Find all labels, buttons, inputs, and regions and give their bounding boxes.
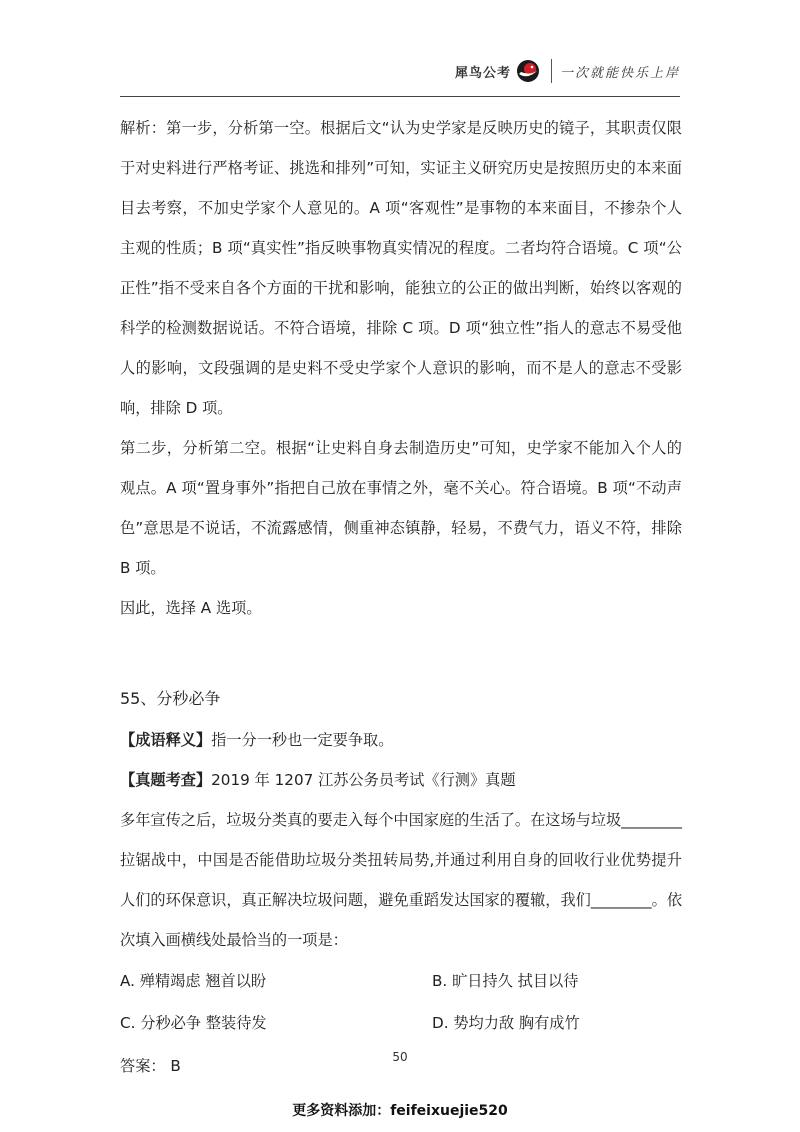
analysis-paragraph-2: 第二步，分析第二空。根据“让史料自身去制造历史”可知，史学家不能加入个人的观点。A 项“置身事外”指把自己放在事情之外，毫不关心。符合语境。B 项“不动声色”意思是不说话，不流露感情，侧重神态镇静，轻易，不费气力，语义不符，排除 B 项。 <box>120 439 682 577</box>
page-header <box>120 58 680 98</box>
header-rule <box>120 96 680 97</box>
question-stem: 多年宣传之后，垃圾分类真的要走入每个中国家庭的生活了。在这场与垃圾________拉锯战中，中国是否能借助垃圾分类扭转局势,并通过利用自身的回收行业优势提升人们的环保意识，真正解决垃圾问题，避免重蹈发达国家的覆辙，我们________。依次填入画横线处最恰当的一项是： <box>120 811 682 949</box>
meaning-text: 指一分一秒也一定要争取。 <box>211 731 394 749</box>
footer-text: 更多资料添加：feifeixuejie520 <box>292 1103 508 1119</box>
exam-tag: 【真题考查】 <box>120 771 212 789</box>
brand-divider <box>551 59 552 83</box>
brand-slogan: 一次就能快乐上岸 <box>559 65 680 81</box>
option-c: C. 分秒必争 整装待发 <box>120 1014 267 1032</box>
analysis-conclusion: 因此，选择 A 选项。 <box>120 599 262 617</box>
page-content <box>120 108 682 1088</box>
option-b: B. 旷日持久 拭目以待 <box>432 972 579 990</box>
question-title: 55、分秒必争 <box>120 689 221 708</box>
brand-name: 犀鸟公考 <box>454 65 511 81</box>
exam-text: 2019 年 1207 江苏公务员考试《行测》真题 <box>211 771 516 789</box>
page-number: 50 <box>392 1050 408 1064</box>
bird-logo-icon <box>515 58 541 84</box>
answer: 答案： B <box>120 1057 181 1075</box>
option-a: A. 殚精竭虑 翘首以盼 <box>120 972 267 990</box>
exam-source <box>120 760 682 800</box>
options-grid <box>120 960 682 1044</box>
brand-logo <box>455 58 680 84</box>
option-d: D. 势均力敌 胸有成竹 <box>432 1014 580 1032</box>
meaning-tag: 【成语释义】 <box>120 731 212 749</box>
idiom-meaning <box>120 720 682 760</box>
analysis-paragraph-1: 解析：第一步，分析第一空。根据后文“认为史学家是反映历史的镜子，其职责仅限于对史料进行严格考证、挑选和排列”可知，实证主义研究历史是按照历史的本来面目去考察，不加史学家个人意见的。A 项“客观性”是事物的本来面目，不掺杂个人主观的性质；B 项“真实性”指反映事物真实情况的程度。二者均符合语境。C 项“公正性”指不受来自各个方面的干扰和影响，能独立的公正的做出判断，始终以客观的科学的检测数据说话。不符合语境，排除 C 项。D 项“独立性”指人的意志不易受他人的影响，文段强调的是史料不受史学家个人意识的影响，而不是人的意志不受影响，排除 D 项。 <box>120 119 682 417</box>
